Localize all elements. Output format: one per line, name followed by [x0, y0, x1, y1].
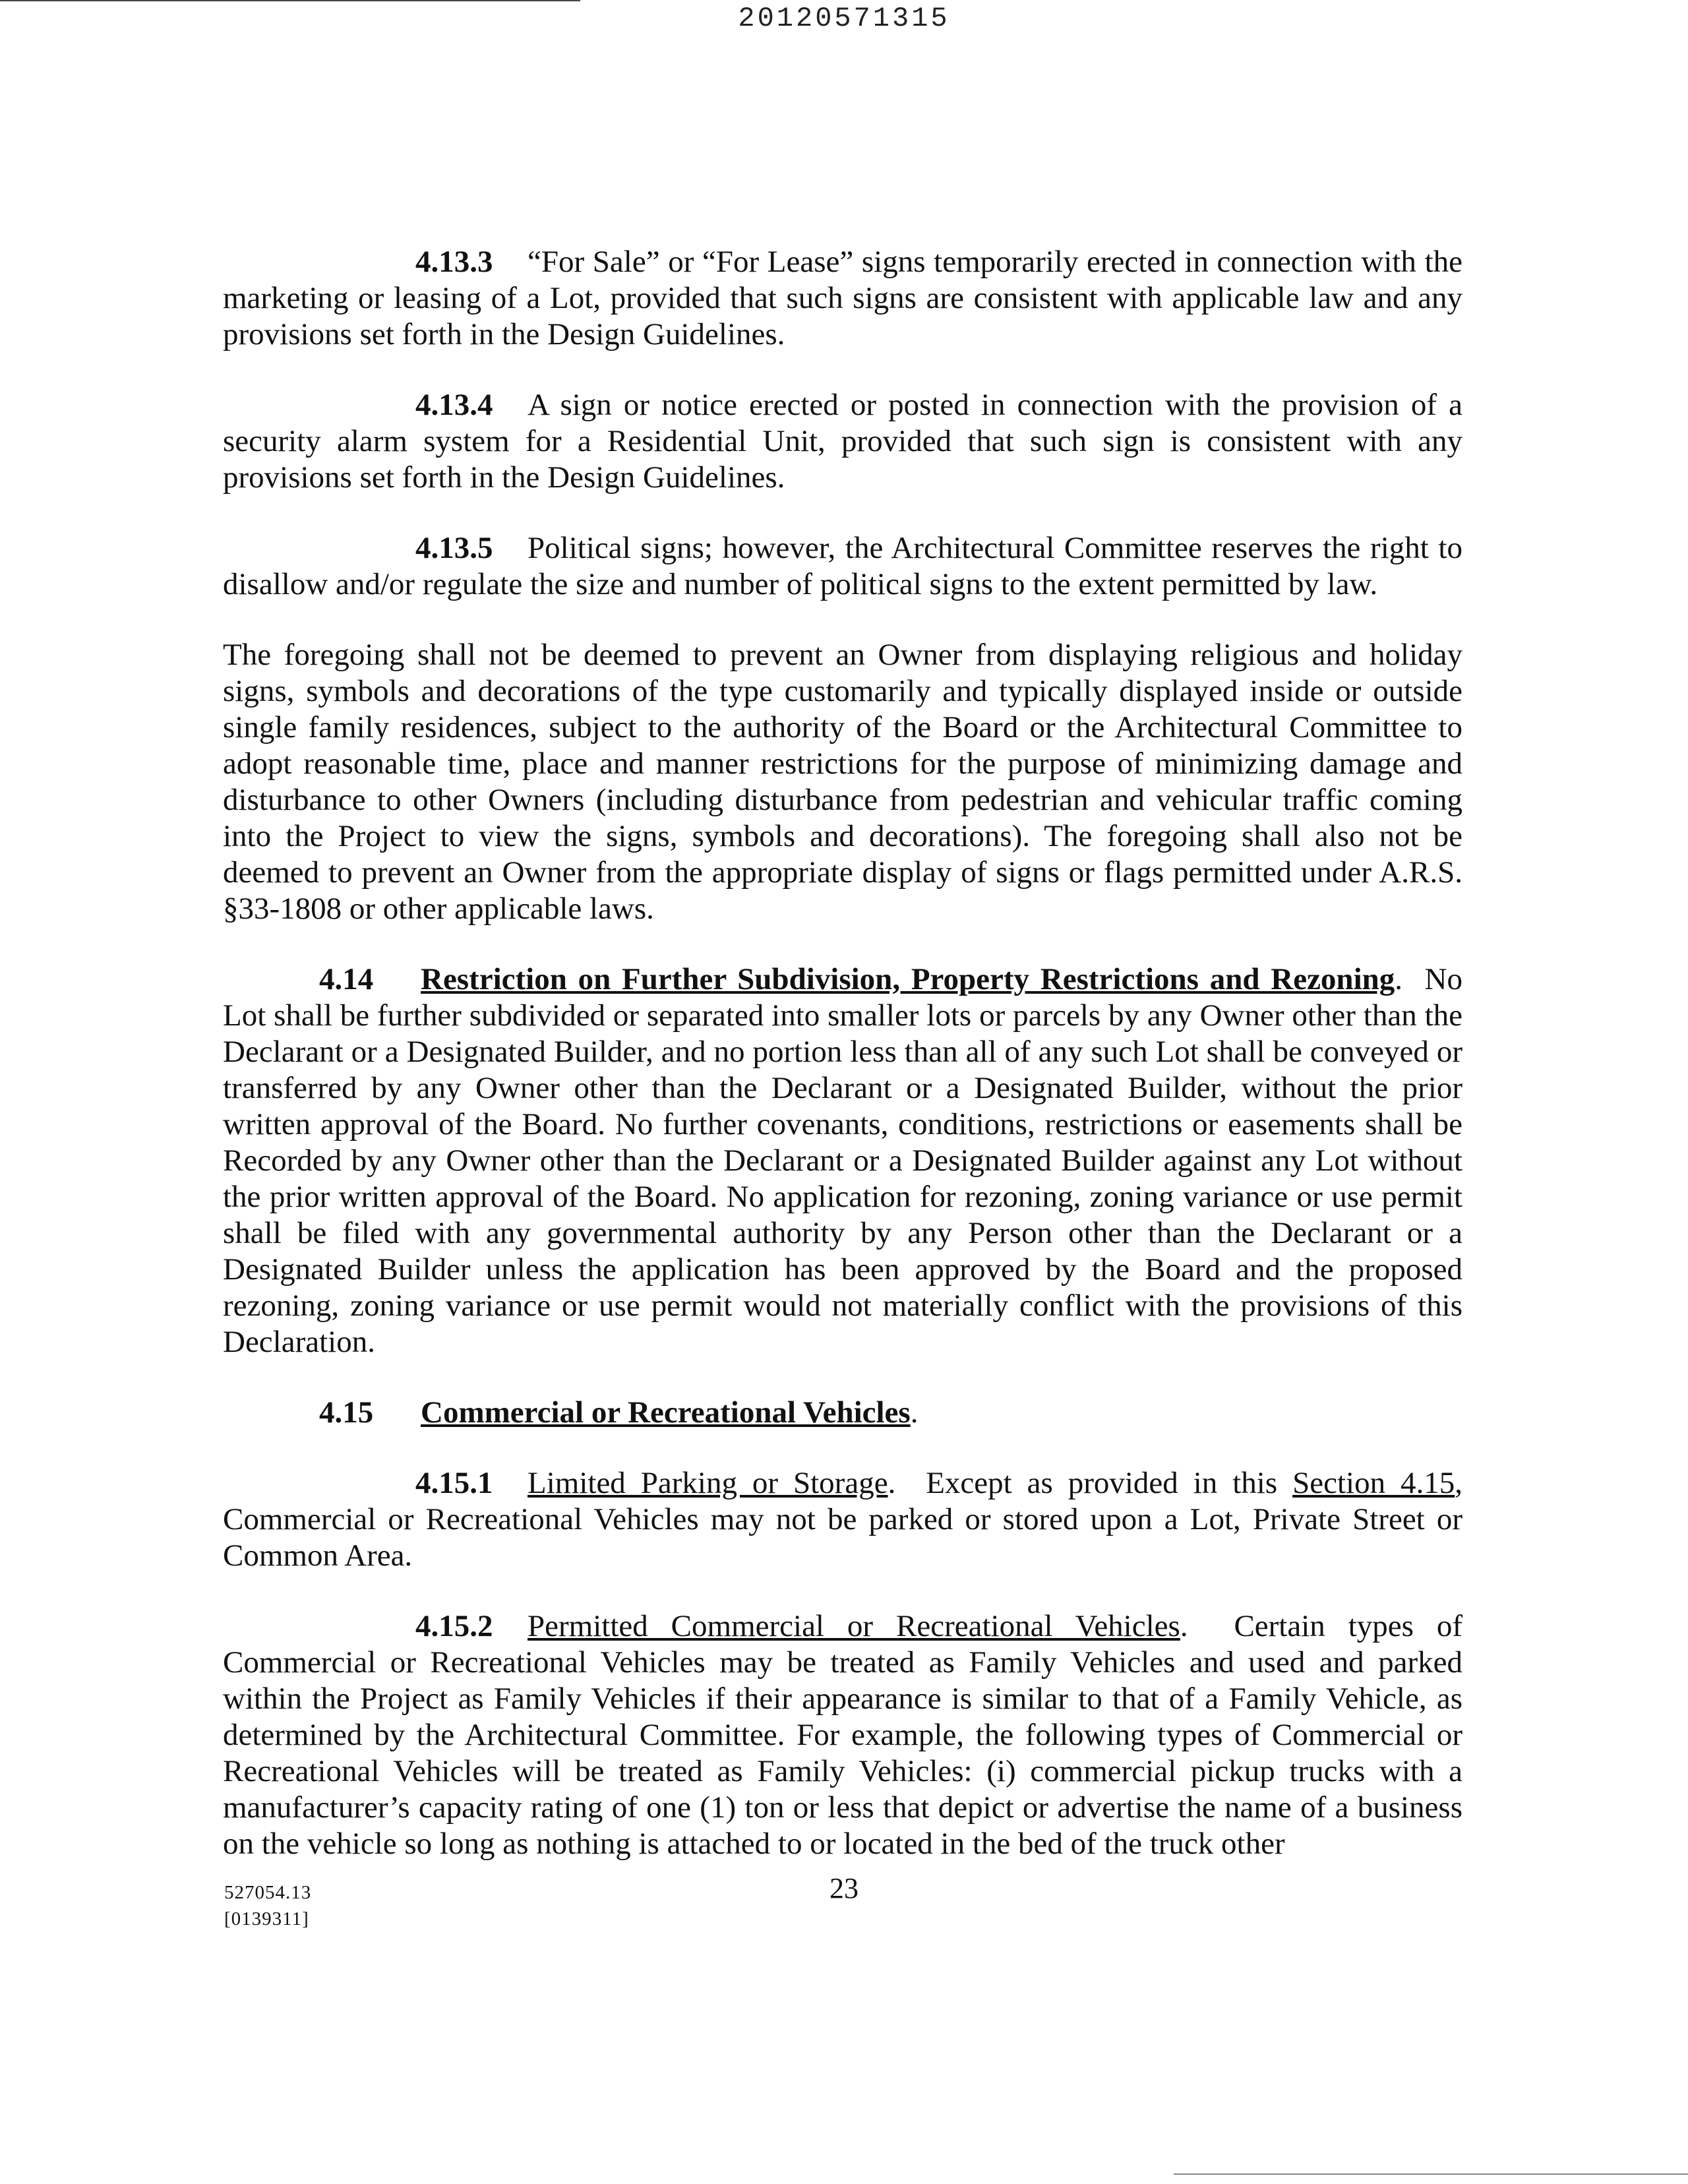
- paragraph-text: Except as provided in this: [926, 1466, 1278, 1500]
- section-number: 4.15.1: [415, 1466, 493, 1500]
- page-number: 23: [829, 1872, 859, 1904]
- section-heading: Commercial or Recreational Vehicles: [421, 1395, 911, 1430]
- paragraph-4-14: 4.14 Restriction on Further Subdivision, Property Restrictions and Rezoning. No Lot shall be further subdivided or separated into smaller lots or parcels by any Owner other than the Declarant or a Designated Builder, and no portion less than all of any such Lot shall be conveyed or transferred by any Owner other than the Declarant or a Designated Builder, without the prior written approval of the Board. No further covenants, conditions, restrictions or easements shall be Recorded by any Owner other than the Declarant or a Designated Builder against any Lot without the prior written approval of the Board. No application for rezoning, zoning variance or use permit shall be filed with any governmental authority by any Person other than the Declarant or a Designated Builder unless the application has been approved by the Board and the proposed rezoning, zoning variance or use permit would not materially conflict with the provisions of this Declaration.: [223, 962, 1462, 1359]
- section-number: 4.15.2: [415, 1609, 493, 1643]
- paragraph-text: Certain types of Commercial or Recreational Vehicles may be treated as Family Vehicles and used and parked within the Project as Family Vehicles if their appearance is similar to that of a Family Vehicle, as determined by the Architectural Committee. For example, the following types of Commercial or Recreational Vehicles will be treated as Family Vehicles: (i) commercial pickup trucks with a manufacturer’s capacity rating of one (1) ton or less that depict or advertise the name of a business on the vehicle so long as nothing is attached to or located in the bed of the truck other: [223, 1609, 1463, 1861]
- section-number: 4.14: [319, 962, 374, 996]
- paragraph-text: The foregoing shall not be deemed to prevent an Owner from displaying religious and holiday signs, symbols and decorations of the type customarily and typically displayed inside or outside single family residences, subject to the authority of the Board or the Architectural Committee to adopt reasonable time, place and manner restrictions for the purpose of minimizing damage and disturbance to other Owners (including disturbance from pedestrian and vehicular traffic coming into the Project to view the signs, symbols and decorations). The foregoing shall also not be deemed to prevent an Owner from the appropriate display of signs or flags permitted under A.R.S. §33-1808 or other applicable laws.: [223, 638, 1462, 926]
- section-number: 4.13.5: [415, 531, 493, 565]
- paragraph-text: No Lot shall be further subdivided or separated into smaller lots or parcels by any Owner other than the Declarant or a Designated Builder, and no portion less than all of any such Lot shall be conveyed or transferred by any Owner other than the Declarant or a Designated Builder, without the prior written approval of the Board. No further covenants, conditions, restrictions or easements shall be Recorded by any Owner other than the Declarant or a Designated Builder against any Lot without the prior written approval of the Board. No application for rezoning, zoning variance or use permit shall be filed with any governmental authority by any Person other than the Declarant or a Designated Builder unless the application has been approved by the Board and the proposed rezoning, zoning variance or use permit would not materially conflict with the provisions of this Declaration.: [223, 962, 1462, 1359]
- bottom-rule: [1174, 2173, 1688, 2175]
- paragraph-text-continued: Commercial or Recreational Vehicles may not be parked or stored upon a Lot, Private Street or Common Area.: [223, 1502, 1462, 1573]
- paragraph-text: Political signs; however, the Architectural Committee reserves the right to disallow and/or regulate the size and number of political signs to the extent permitted by law.: [223, 531, 1462, 601]
- paragraph-foregoing: [223, 637, 1462, 927]
- section-number: 4.13.4: [415, 388, 493, 422]
- subsection-heading: Limited Parking or Storage: [528, 1466, 888, 1500]
- subsection-heading: Permitted Commercial or Recreational Vehicles: [528, 1609, 1180, 1643]
- paragraph-4-15-1: 4.15.1 Limited Parking or Storage. Except as provided in this Section 4.15, Commercial or Recreational Vehicles may not be parked or stored upon a Lot, Private Street or Common Area.: [223, 1466, 1463, 1573]
- paragraph-4-13-5: [223, 530, 1462, 603]
- paragraph-4-13-3: [223, 244, 1462, 353]
- paragraph-text: A sign or notice erected or posted in connection with the provision of a security alarm system for a Residential Unit, provided that such sign is consistent with any provisions set forth in the Design Guidelines.: [223, 388, 1462, 495]
- section-reference-link[interactable]: Section 4.15: [1292, 1466, 1455, 1500]
- paragraph-4-15-2: 4.15.2 Permitted Commercial or Recreational Vehicles. Certain types of Commercial or Recreational Vehicles may be treated as Family Vehicles and used and parked within the Project as Family Vehicles if their appearance is similar to that of a Family Vehicle, as determined by the Architectural Committee. For example, the following types of Commercial or Recreational Vehicles will be treated as Family Vehicles: (i) commercial pickup trucks with a manufacturer’s capacity rating of one (1) ton or less that depict or advertise the name of a business on the vehicle so long as nothing is attached to or located in the bed of the truck other: [223, 1609, 1463, 1861]
- doc-code: 527054.13: [224, 1882, 312, 1903]
- recording-number: 20120571315: [738, 3, 950, 34]
- paragraph-text: “For Sale” or “For Lease” signs temporarily erected in connection with the marketing or leasing of a Lot, provided that such signs are consistent with applicable law and any provisions set forth in the Design Guidelines.: [223, 245, 1462, 351]
- footer-codes: [224, 1879, 311, 1932]
- document-body: [223, 244, 1462, 1896]
- section-number: 4.13.3: [415, 245, 493, 279]
- top-rule: [0, 0, 580, 1]
- section-number: 4.15: [319, 1395, 374, 1430]
- paragraph-4-13-4: [223, 387, 1462, 496]
- paragraph-4-15: 4.15 Commercial or Recreational Vehicles.: [319, 1395, 919, 1430]
- client-code: [0139311]: [224, 1908, 309, 1929]
- section-heading: Restriction on Further Subdivision, Property Restrictions and Rezoning: [421, 962, 1395, 996]
